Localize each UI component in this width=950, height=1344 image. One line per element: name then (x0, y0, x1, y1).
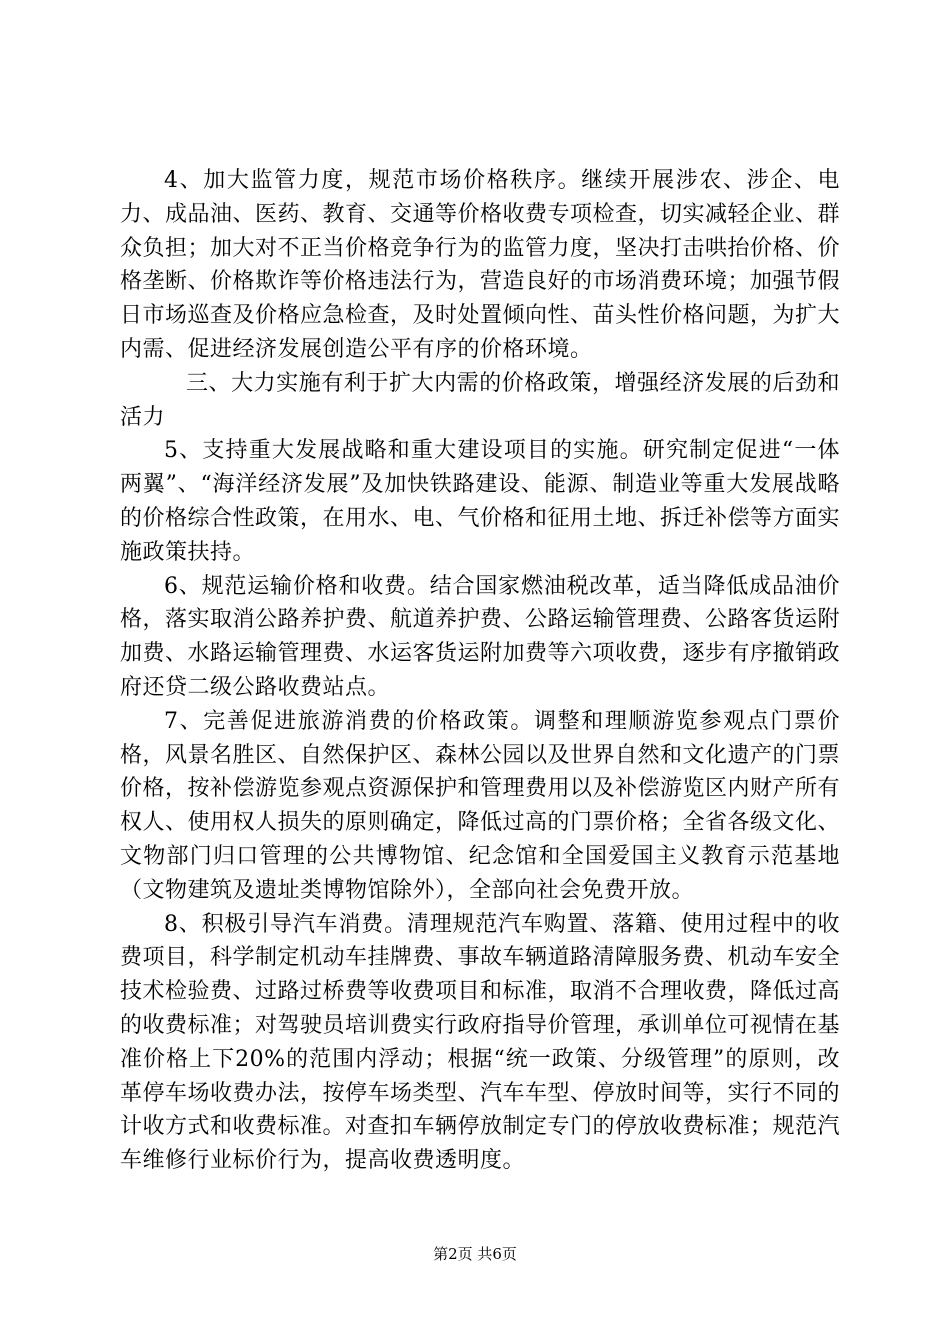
paragraph-item-5: 5、支持重大发展战略和重大建设项目的实施。研究制定促进“一体两翼”、“海洋经济发展”及加快铁路建设、能源、制造业等重大发展战略的价格综合性政策，在用水、电、气价格和征用土地、拆迁补偿等方面实施政策扶持。 (120, 438, 841, 565)
paragraph-item-8: 8、积极引导汽车消费。清理规范汽车购置、落籍、使用过程中的收费项目，科学制定机动车挂牌费、事故车辆道路清障服务费、机动车安全技术检验费、过路过桥费等收费项目和标准，取消不合理收费，降低过高的收费标准；对驾驶员培训费实行政府指导价管理，承训单位可视情在基准价格上下20%的范围内浮动；根据“统一政策、分级管理”的原则，改革停车场收费办法，按停车场类型、汽车车型、停放时间等，实行不同的计收方式和收费标准。对查扣车辆停放制定专门的停放收费标准；规范汽车维修行业标价行为，提高收费透明度。 (120, 911, 841, 1174)
paragraph-item-6: 6、规范运输价格和收费。结合国家燃油税改革，适当降低成品油价格，落实取消公路养护费、航道养护费、公路运输管理费、公路客货运附加费、水路运输管理费、水运客货运附加费等六项收费，逐步有序撤销政府还贷二级公路收费站点。 (120, 573, 841, 700)
page-footer: 第2页 共6页 (433, 1245, 517, 1263)
paragraph-item-7: 7、完善促进旅游消费的价格政策。调整和理顺游览参观点门票价格，风景名胜区、自然保护区、森林公园以及世界自然和文化遗产的门票价格，按补偿游览参观点资源保护和管理费用以及补偿游览区内财产所有权人、使用权人损失的原则确定，降低过高的门票价格；全省各级文化、文物部门归口管理的公共博物馆、纪念馆和全国爱国主义教育示范基地（文物建筑及遗址类博物馆除外），全部向社会免费开放。 (120, 708, 841, 903)
document-body (120, 164, 840, 1178)
paragraph-item-4: 4、加大监管力度，规范市场价格秩序。继续开展涉农、涉企、电力、成品油、医药、教育、交通等价格收费专项检查，切实减轻企业、群众负担；加大对不正当价格竞争行为的监管力度，坚决打击哄抬价格、价格垄断、价格欺诈等价格违法行为，营造良好的市场消费环境；加强节假日市场巡查及价格应急检查，及时处置倾向性、苗头性价格问题，为扩大内需、促进经济发展创造公平有序的价格环境。 (120, 168, 841, 362)
section-heading-3: 三、大力实施有利于扩大内需的价格政策，增强经济发展的后劲和活力 (120, 370, 840, 430)
